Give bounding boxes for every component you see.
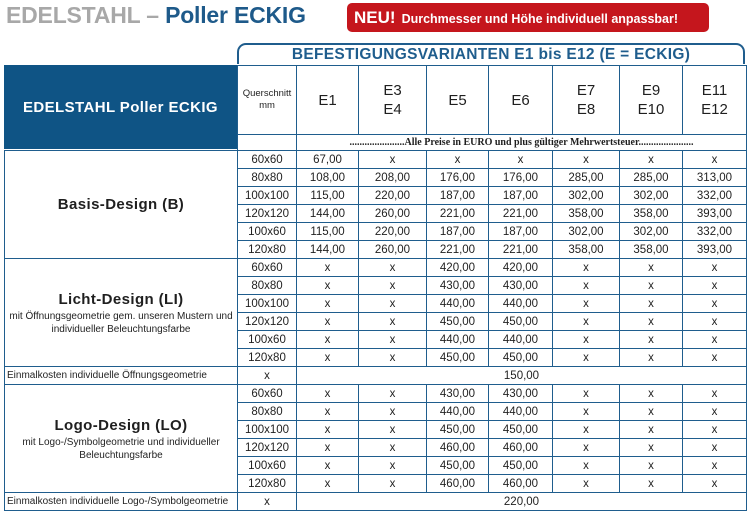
price-cell: 450,00 [489, 457, 553, 475]
section-title: Basis-Design (B) [57, 196, 185, 213]
note-spacer [238, 135, 297, 151]
price-cell: x [553, 277, 620, 295]
price-cell: x [359, 475, 427, 493]
size-cell: 120x120 [238, 439, 297, 457]
size-cell: 100x60 [238, 331, 297, 349]
size-cell: 80x80 [238, 277, 297, 295]
price-cell: x [620, 331, 683, 349]
table-row [5, 151, 747, 169]
price-cell: x [297, 295, 359, 313]
price-cell: 208,00 [359, 169, 427, 187]
price-cell: 393,00 [683, 241, 747, 259]
price-cell: x [297, 277, 359, 295]
price-cell: 450,00 [489, 421, 553, 439]
price-cell: 187,00 [489, 187, 553, 205]
price-cell: 420,00 [489, 259, 553, 277]
price-cell: 302,00 [553, 187, 620, 205]
column-header-variant [359, 66, 427, 135]
variant-label: E9 [641, 82, 661, 99]
price-cell: 358,00 [553, 241, 620, 259]
price-cell: x [683, 259, 747, 277]
price-cell: 285,00 [553, 169, 620, 187]
price-cell: x [553, 313, 620, 331]
new-badge-label: NEU! [354, 8, 396, 27]
one-time-cost-label: Einmalkosten individuelle Öffnungsgeometrie [5, 367, 238, 385]
price-cell: 220,00 [359, 223, 427, 241]
price-cell: 440,00 [427, 403, 489, 421]
price-cell: x [359, 295, 427, 313]
price-cell: x [359, 313, 427, 331]
price-cell: x [297, 313, 359, 331]
price-cell: x [553, 349, 620, 367]
price-cell: x [297, 259, 359, 277]
price-cell: 440,00 [489, 295, 553, 313]
column-header-variant [553, 66, 620, 135]
size-cell: 80x80 [238, 403, 297, 421]
price-cell: 450,00 [427, 457, 489, 475]
price-cell: 430,00 [489, 385, 553, 403]
price-cell: x [359, 403, 427, 421]
size-cell: 120x120 [238, 313, 297, 331]
price-cell: x [620, 313, 683, 331]
price-cell: x [553, 385, 620, 403]
price-cell: 460,00 [489, 475, 553, 493]
title-material: EDELSTAHL – [6, 2, 159, 28]
price-cell: x [683, 457, 747, 475]
variant-label: E3 [383, 82, 402, 99]
price-cell: 285,00 [620, 169, 683, 187]
price-cell: 221,00 [489, 241, 553, 259]
column-header-variant [683, 66, 747, 135]
price-cell: x [683, 403, 747, 421]
price-cell: 108,00 [297, 169, 359, 187]
price-cell: x [620, 403, 683, 421]
querschnitt-unit: mm [259, 100, 275, 111]
price-cell: 302,00 [620, 187, 683, 205]
price-cell: x [427, 151, 489, 169]
section-subtitle: mit Logo-/Symbolgeometrie und individueller Beleuchtungsfarbe [22, 436, 220, 461]
variant-label: E11 [701, 82, 728, 99]
price-cell: 221,00 [489, 205, 553, 223]
price-cell: x [553, 151, 620, 169]
price-cell: x [359, 277, 427, 295]
variant-label: E10 [637, 101, 665, 118]
price-cell: 440,00 [489, 331, 553, 349]
price-cell: x [620, 151, 683, 169]
variant-label: E12 [701, 101, 728, 118]
column-header-variant [427, 66, 489, 135]
price-cell: x [553, 457, 620, 475]
size-cell: 100x100 [238, 421, 297, 439]
price-cell: 358,00 [620, 205, 683, 223]
price-cell: 430,00 [427, 277, 489, 295]
price-cell: x [683, 151, 747, 169]
size-cell: 100x100 [238, 295, 297, 313]
price-cell: 144,00 [297, 205, 359, 223]
price-cell: 115,00 [297, 187, 359, 205]
price-cell: 187,00 [427, 187, 489, 205]
price-cell: 115,00 [297, 223, 359, 241]
price-cell: x [553, 439, 620, 457]
variant-label: E1 [318, 91, 337, 109]
price-cell: 176,00 [489, 169, 553, 187]
price-cell: x [620, 259, 683, 277]
price-cell: x [297, 439, 359, 457]
price-cell: x [553, 259, 620, 277]
price-cell: 460,00 [489, 439, 553, 457]
price-cell: x [297, 421, 359, 439]
price-cell: x [620, 277, 683, 295]
section-title: Licht-Design (LI) [58, 290, 184, 308]
price-cell: x [683, 277, 747, 295]
column-header-variant [489, 66, 553, 135]
size-cell: 60x60 [238, 385, 297, 403]
price-cell: x [683, 349, 747, 367]
price-cell: 313,00 [683, 169, 747, 187]
size-cell: 100x60 [238, 457, 297, 475]
one-time-cost-row [5, 367, 747, 385]
price-cell: x [683, 385, 747, 403]
size-cell: 100x60 [238, 223, 297, 241]
price-cell: x [620, 439, 683, 457]
price-cell: x [359, 457, 427, 475]
price-cell: 430,00 [489, 277, 553, 295]
size-cell: 80x80 [238, 169, 297, 187]
price-cell: 144,00 [297, 241, 359, 259]
price-cell: 176,00 [427, 169, 489, 187]
price-cell: 460,00 [427, 439, 489, 457]
price-cell: x [553, 295, 620, 313]
price-cell: 260,00 [359, 241, 427, 259]
size-cell: 60x60 [238, 151, 297, 169]
price-cell: x [553, 421, 620, 439]
price-cell: 450,00 [427, 349, 489, 367]
size-cell: 60x60 [238, 259, 297, 277]
product-header: EDELSTAHL Poller ECKIG [4, 65, 237, 149]
section-subtitle: mit Öffnungsgeometrie gem. unseren Mustern und individueller Beleuchtungsfarbe [9, 310, 233, 335]
price-cell: 420,00 [427, 259, 489, 277]
table-row [5, 385, 747, 403]
price-cell: 302,00 [553, 223, 620, 241]
price-cell: 67,00 [297, 151, 359, 169]
price-cell: 430,00 [427, 385, 489, 403]
variant-label: E6 [511, 91, 530, 109]
new-badge-text: Durchmesser und Höhe individuell anpassbar! [401, 12, 679, 26]
column-header-variant [620, 66, 683, 135]
price-cell: 440,00 [489, 403, 553, 421]
price-cell: 332,00 [683, 223, 747, 241]
price-cell: 358,00 [553, 205, 620, 223]
price-cell: 440,00 [427, 295, 489, 313]
one-time-cost-size: x [238, 493, 297, 511]
price-cell: x [297, 385, 359, 403]
price-cell: x [359, 349, 427, 367]
size-cell: 120x80 [238, 241, 297, 259]
price-cell: x [683, 475, 747, 493]
one-time-cost-size: x [238, 367, 297, 385]
column-header-variant [297, 66, 359, 135]
price-cell: 450,00 [489, 349, 553, 367]
column-header-querschnitt [238, 66, 297, 135]
price-cell: 393,00 [683, 205, 747, 223]
price-cell: 460,00 [427, 475, 489, 493]
price-cell: 187,00 [427, 223, 489, 241]
one-time-cost-row [5, 493, 747, 511]
price-cell: x [359, 259, 427, 277]
price-cell: 302,00 [620, 223, 683, 241]
variants-header: BEFESTIGUNGSVARIANTEN E1 bis E12 (E = ECKIG) [237, 43, 745, 64]
size-cell: 120x120 [238, 205, 297, 223]
price-cell: x [553, 331, 620, 349]
one-time-cost-price: 150,00 [297, 367, 747, 385]
variant-label: E5 [448, 91, 467, 109]
table-row [5, 259, 747, 277]
new-badge [347, 3, 709, 32]
price-cell: x [359, 421, 427, 439]
size-cell: 120x80 [238, 349, 297, 367]
price-cell: 220,00 [359, 187, 427, 205]
price-cell: x [297, 403, 359, 421]
price-cell: x [359, 151, 427, 169]
price-cell: 358,00 [620, 241, 683, 259]
price-cell: x [359, 439, 427, 457]
price-cell: x [620, 349, 683, 367]
price-cell: x [297, 331, 359, 349]
variant-label: E7 [576, 82, 596, 99]
price-cell: x [620, 295, 683, 313]
price-cell: x [683, 439, 747, 457]
price-cell: x [620, 385, 683, 403]
price-cell: 332,00 [683, 187, 747, 205]
section-label [5, 259, 238, 367]
price-cell: 450,00 [489, 313, 553, 331]
size-cell: 120x80 [238, 475, 297, 493]
price-cell: x [297, 475, 359, 493]
size-cell: 100x100 [238, 187, 297, 205]
price-note: ......................Alle Preise in EURO und plus gültiger Mehrwertsteuer...................... [297, 135, 747, 151]
price-cell: 450,00 [427, 313, 489, 331]
price-cell: 440,00 [427, 331, 489, 349]
price-cell: x [683, 295, 747, 313]
one-time-cost-label: Einmalkosten individuelle Logo-/Symbolgeometrie [5, 493, 238, 511]
price-cell: 221,00 [427, 205, 489, 223]
price-cell: x [620, 421, 683, 439]
price-cell: x [620, 475, 683, 493]
variant-label: E4 [383, 101, 402, 118]
price-cell: 221,00 [427, 241, 489, 259]
price-cell: x [359, 331, 427, 349]
price-cell: x [620, 457, 683, 475]
price-cell: x [297, 349, 359, 367]
price-cell: 260,00 [359, 205, 427, 223]
price-cell: x [489, 151, 553, 169]
price-cell: 450,00 [427, 421, 489, 439]
price-cell: x [553, 475, 620, 493]
section-label [5, 151, 238, 259]
section-title: Logo-Design (LO) [54, 416, 188, 434]
querschnitt-label: Querschnitt [242, 88, 292, 99]
price-cell: x [297, 457, 359, 475]
title-product: Poller ECKIG [165, 2, 306, 28]
price-cell: 187,00 [489, 223, 553, 241]
price-cell: x [359, 385, 427, 403]
price-cell: x [683, 331, 747, 349]
one-time-cost-price: 220,00 [297, 493, 747, 511]
price-cell: x [683, 313, 747, 331]
section-label [5, 385, 238, 493]
price-cell: x [683, 421, 747, 439]
variant-label: E8 [576, 101, 596, 118]
page-title [6, 2, 306, 29]
price-cell: x [553, 403, 620, 421]
